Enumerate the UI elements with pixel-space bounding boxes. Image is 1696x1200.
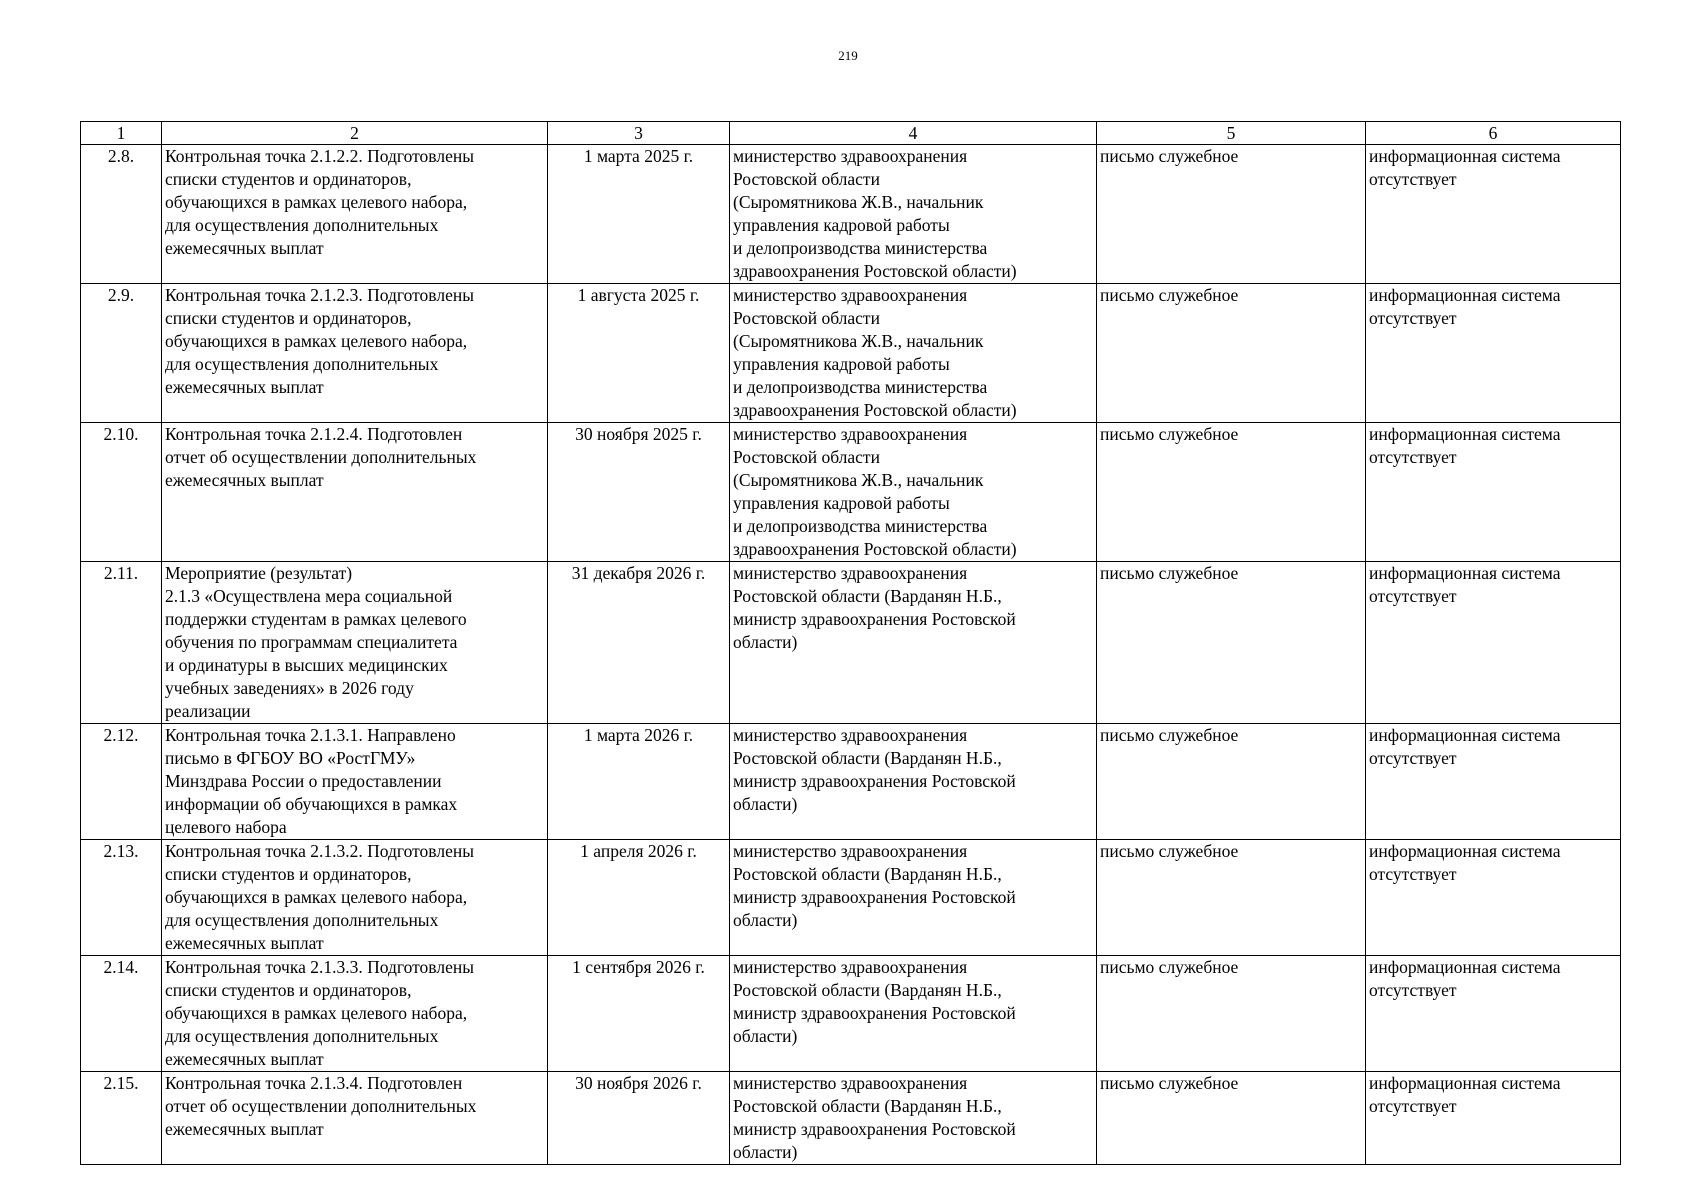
document-type-cell: письмо служебное xyxy=(1097,145,1366,284)
document-type-cell: письмо служебное xyxy=(1097,423,1366,562)
event-cell: Контрольная точка 2.1.3.3. Подготовлены списки студентов и ординаторов, обучающихся в рамках целевого набора, для осуществления дополнительных ежемесячных выплат xyxy=(162,956,548,1072)
document-type-cell: письмо служебное xyxy=(1097,840,1366,956)
date-cell: 1 сентября 2026 г. xyxy=(548,956,730,1072)
event-cell: Контрольная точка 2.1.3.2. Подготовлены списки студентов и ординаторов, обучающихся в рамках целевого набора, для осуществления дополнительных ежемесячных выплат xyxy=(162,840,548,956)
document-type-cell: письмо служебное xyxy=(1097,562,1366,724)
date-cell: 30 ноября 2025 г. xyxy=(548,423,730,562)
column-header: 1 xyxy=(81,122,162,145)
column-header: 6 xyxy=(1366,122,1621,145)
table-row xyxy=(81,284,1621,423)
responsible-cell: министерство здравоохранения Ростовской области (Сыромятникова Ж.В., начальник управления кадровой работы и делопроизводства министерства здравоохранения Ростовской области) xyxy=(730,145,1097,284)
event-cell: Контрольная точка 2.1.2.4. Подготовлен отчет об осуществлении дополнительных ежемесячных выплат xyxy=(162,423,548,562)
info-system-cell: информационная система отсутствует xyxy=(1366,284,1621,423)
table-row xyxy=(81,145,1621,284)
table-row xyxy=(81,956,1621,1072)
row-number: 2.11. xyxy=(81,562,162,724)
date-cell: 30 ноября 2026 г. xyxy=(548,1072,730,1165)
info-system-cell: информационная система отсутствует xyxy=(1366,145,1621,284)
date-cell: 1 апреля 2026 г. xyxy=(548,840,730,956)
row-number: 2.14. xyxy=(81,956,162,1072)
table-row xyxy=(81,724,1621,840)
responsible-cell: министерство здравоохранения Ростовской области (Варданян Н.Б., министр здравоохранения Ростовской области) xyxy=(730,840,1097,956)
page-number: 219 xyxy=(838,48,858,63)
row-number: 2.9. xyxy=(81,284,162,423)
event-cell: Контрольная точка 2.1.3.1. Направлено письмо в ФГБОУ ВО «РостГМУ» Минздрава России о предоставлении информации об обучающихся в рамках целевого набора xyxy=(162,724,548,840)
event-cell: Контрольная точка 2.1.2.2. Подготовлены списки студентов и ординаторов, обучающихся в рамках целевого набора, для осуществления дополнительных ежемесячных выплат xyxy=(162,145,548,284)
row-number: 2.8. xyxy=(81,145,162,284)
row-number: 2.13. xyxy=(81,840,162,956)
plan-table xyxy=(80,121,1621,1165)
event-cell: Контрольная точка 2.1.3.4. Подготовлен отчет об осуществлении дополнительных ежемесячных выплат xyxy=(162,1072,548,1165)
info-system-cell: информационная система отсутствует xyxy=(1366,423,1621,562)
document-type-cell: письмо служебное xyxy=(1097,956,1366,1072)
responsible-cell: министерство здравоохранения Ростовской области (Сыромятникова Ж.В., начальник управления кадровой работы и делопроизводства министерства здравоохранения Ростовской области) xyxy=(730,284,1097,423)
event-cell: Контрольная точка 2.1.2.3. Подготовлены списки студентов и ординаторов, обучающихся в рамках целевого набора, для осуществления дополнительных ежемесячных выплат xyxy=(162,284,548,423)
table-row xyxy=(81,1072,1621,1165)
responsible-cell: министерство здравоохранения Ростовской области (Сыромятникова Ж.В., начальник управления кадровой работы и делопроизводства министерства здравоохранения Ростовской области) xyxy=(730,423,1097,562)
info-system-cell: информационная система отсутствует xyxy=(1366,956,1621,1072)
event-cell: Мероприятие (результат) 2.1.3 «Осуществлена мера социальной поддержки студентам в рамках целевого обучения по программам специалитета и ординатуры в высших медицинских учебных заведениях» в 2026 году реализации xyxy=(162,562,548,724)
table-header-row xyxy=(81,122,1621,145)
info-system-cell: информационная система отсутствует xyxy=(1366,1072,1621,1165)
date-cell: 1 марта 2025 г. xyxy=(548,145,730,284)
row-number: 2.10. xyxy=(81,423,162,562)
table-row xyxy=(81,840,1621,956)
responsible-cell: министерство здравоохранения Ростовской области (Варданян Н.Б., министр здравоохранения Ростовской области) xyxy=(730,562,1097,724)
info-system-cell: информационная система отсутствует xyxy=(1366,562,1621,724)
column-header: 4 xyxy=(730,122,1097,145)
date-cell: 1 марта 2026 г. xyxy=(548,724,730,840)
date-cell: 31 декабря 2026 г. xyxy=(548,562,730,724)
responsible-cell: министерство здравоохранения Ростовской области (Варданян Н.Б., министр здравоохранения Ростовской области) xyxy=(730,956,1097,1072)
table-row xyxy=(81,562,1621,724)
info-system-cell: информационная система отсутствует xyxy=(1366,840,1621,956)
responsible-cell: министерство здравоохранения Ростовской области (Варданян Н.Б., министр здравоохранения Ростовской области) xyxy=(730,724,1097,840)
column-header: 3 xyxy=(548,122,730,145)
column-header: 5 xyxy=(1097,122,1366,145)
column-header: 2 xyxy=(162,122,548,145)
document-type-cell: письмо служебное xyxy=(1097,284,1366,423)
info-system-cell: информационная система отсутствует xyxy=(1366,724,1621,840)
document-type-cell: письмо служебное xyxy=(1097,724,1366,840)
responsible-cell: министерство здравоохранения Ростовской области (Варданян Н.Б., министр здравоохранения Ростовской области) xyxy=(730,1072,1097,1165)
date-cell: 1 августа 2025 г. xyxy=(548,284,730,423)
row-number: 2.15. xyxy=(81,1072,162,1165)
document-type-cell: письмо служебное xyxy=(1097,1072,1366,1165)
table-row xyxy=(81,423,1621,562)
row-number: 2.12. xyxy=(81,724,162,840)
